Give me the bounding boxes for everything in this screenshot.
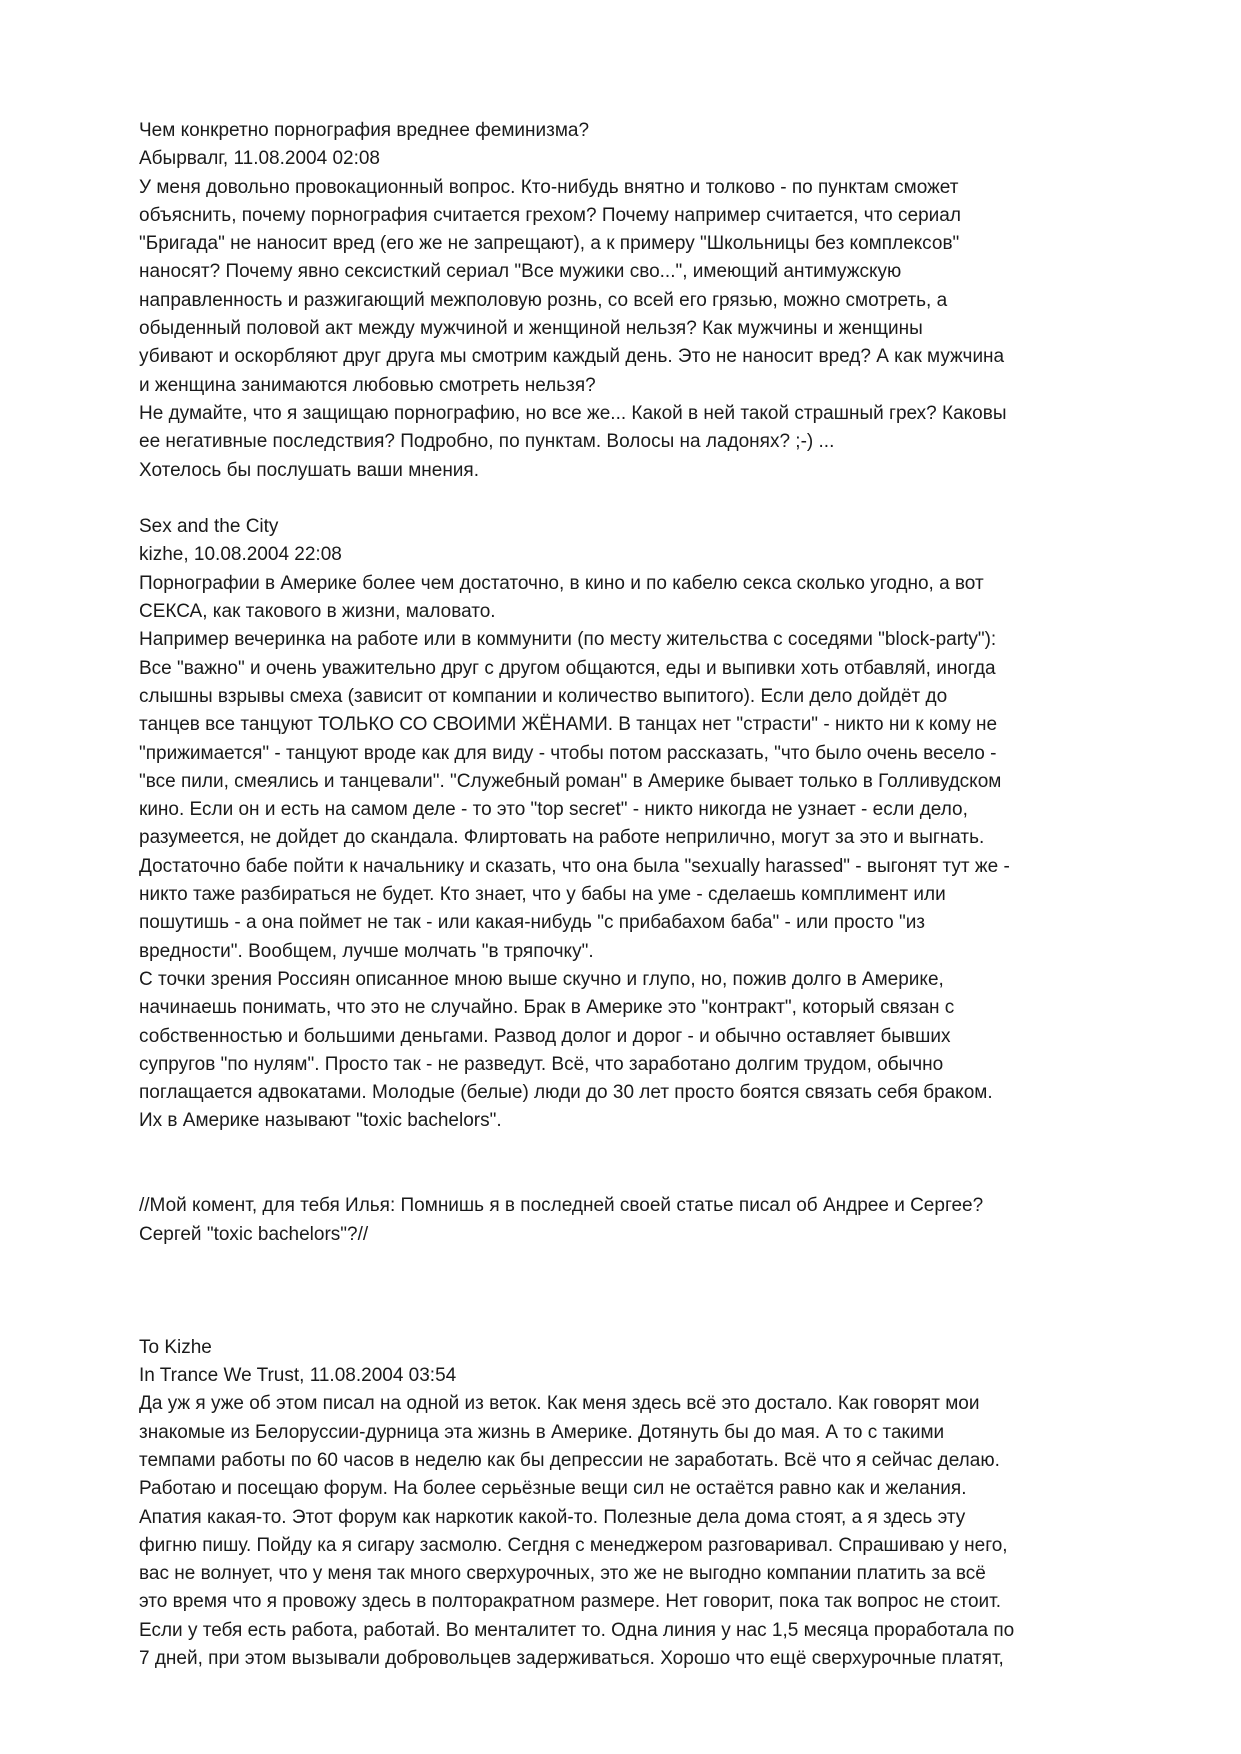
document-page <box>139 117 1109 1673</box>
post-line: "все пили, смеялись и танцевали". "Служебный роман" в Америке бывает только в Голливудском <box>139 770 1002 792</box>
post-line: обыденный половой акт между мужчиной и женщиной нельзя? Как мужчины и женщины <box>139 318 923 340</box>
post-line: 7 дней, при этом вызывали добровольцев задерживаться. Хорошо что ещё сверхурочные платят, <box>139 1648 1004 1670</box>
post-line: Достаточно бабе пойти к начальнику и сказать, что она была "sexually harassed" - выгонят тут же - <box>139 855 1010 877</box>
post-title: To Kizhe <box>139 1336 212 1358</box>
post-line: кино. Если он и есть на самом деле - то это "top secret" - никто никогда не узнает - если дело, <box>139 799 968 821</box>
post-line: убивают и оскорбляют друг друга мы смотрим каждый день. Это не наносит вред? А как мужчина <box>139 346 1005 368</box>
post-line: У меня довольно провокационный вопрос. Кто-нибудь внятно и толково - по пунктам сможет <box>139 176 959 198</box>
author-comment <box>139 1192 1109 1249</box>
post-title: Чем конкретно порнография вреднее феминизма? <box>139 120 590 141</box>
post-line: пошутишь - а она поймет не так - или какая-нибудь "с прибабахом баба" - или просто "из <box>139 912 926 934</box>
post-line: знакомые из Белоруссии-дурница эта жизнь в Америке. Дотянуть бы до мая. А то с такими <box>139 1421 945 1443</box>
paragraph-gap <box>139 485 1109 513</box>
post-line: это время что я провожу здесь в полторакратном размере. Нет говорит, пока так вопрос не стоит. <box>139 1591 1002 1613</box>
post-line: разумеется, не дойдет до скандала. Флиртовать на работе неприлично, могут за это и выгнать. <box>139 827 985 849</box>
forum-post-3 <box>139 1334 1109 1674</box>
post-line: никто таже разбираться не будет. Кто знает, что у бабы на уме - сделаешь комплимент или <box>139 884 946 906</box>
paragraph-gap <box>139 1249 1109 1277</box>
post-line: слышны взрывы смеха (зависит от компании и количество выпитого). Если дело дойдёт до <box>139 685 948 707</box>
post-line: поглащается адвокатами. Молодые (белые) люди до 30 лет просто боятся связать себя браком. <box>139 1082 993 1104</box>
post-line: Порнографии в Америке более чем достаточно, в кино и по кабелю секса сколько угодно, а вот <box>139 572 984 594</box>
post-line: вредности". Вообщем, лучше молчать "в тряпочку". <box>139 940 594 962</box>
paragraph-gap <box>139 1277 1109 1305</box>
post-line: вас не волнует, что у меня так много сверхурочных, это же не выгодно компании платить за всё <box>139 1563 986 1585</box>
paragraph-gap <box>139 1136 1109 1164</box>
forum-post-2 <box>139 513 1109 1136</box>
post-line: С точки зрения Россиян описанное мною выше скучно и глупо, но, пожив долго в Америке, <box>139 968 944 990</box>
post-line: "прижимается" - танцуют вроде как для виду - чтобы потом рассказать, "что было очень весело - <box>139 742 997 764</box>
post-title: Sex and the City <box>139 516 279 538</box>
post-line: Все "важно" и очень уважительно друг с другом общаются, еды и выпивки хоть отбавляй, иногда <box>139 657 996 679</box>
post-line: Работаю и посещаю форум. На более серьёзные вещи сил не остаётся равно как и желания. <box>139 1478 967 1500</box>
post-meta: kizhe, 10.08.2004 22:08 <box>139 544 342 566</box>
post-line: СЕКСА, как такового в жизни, маловато. <box>139 601 496 623</box>
post-line: и женщина занимаются любовью смотреть нельзя? <box>139 374 596 396</box>
post-line: собственностью и большими деньгами. Развод долог и дорог - и обычно оставляет бывших <box>139 1025 951 1047</box>
post-line: темпами работы по 60 часов в неделю как бы депрессии не заработать. Всё что я сейчас делаю. <box>139 1449 1000 1471</box>
post-line: ее негативные последствия? Подробно, по пунктам. Волосы на ладонях? ;-) ... <box>139 431 835 453</box>
post-line: Хотелось бы послушать ваши мнения. <box>139 459 479 481</box>
post-meta: Абырвалг, 11.08.2004 02:08 <box>139 148 380 170</box>
paragraph-gap <box>139 1164 1109 1192</box>
post-line: "Бригада" не наносит вред (его же не запрещают), а к примеру "Школьницы без комплексов" <box>139 233 960 255</box>
post-line: фигню пишу. Пойду ка я сигару засмолю. Сегдня с менеджером разговаривал. Спрашиваю у него, <box>139 1534 1008 1556</box>
post-line: Не думайте, что я защищаю порнографию, но все же... Какой в ней такой страшный грех? Каковы <box>139 402 1007 424</box>
post-line: наносят? Почему явно сексисткий сериал "Все мужики сво...", имеющий антимужскую <box>139 261 902 283</box>
comment-line: Сергей "toxic bachelors"?// <box>139 1223 369 1245</box>
post-meta: In Trance We Trust, 11.08.2004 03:54 <box>139 1365 457 1387</box>
post-line: Да уж я уже об этом писал на одной из веток. Как меня здесь всё это достало. Как говорят мои <box>139 1393 980 1415</box>
post-line: объяснить, почему порнография считается грехом? Почему например считается, что сериал <box>139 204 961 226</box>
comment-line: //Мой комент, для тебя Илья: Помнишь я в последней своей статье писал об Андрее и Сергее? <box>139 1195 984 1217</box>
post-line: Апатия какая-то. Этот форум как наркотик какой-то. Полезные дела дома стоят, а я здесь эту <box>139 1506 966 1528</box>
post-line: Если у тебя есть работа, работай. Во менталитет то. Одна линия у нас 1,5 месяца проработала по <box>139 1619 1015 1641</box>
post-line: Например вечеринка на работе или в коммунити (по месту жительства с соседями "block-party"): <box>139 629 997 651</box>
post-line: Их в Америке называют "toxic bachelors". <box>139 1110 502 1132</box>
paragraph-gap <box>139 1305 1109 1333</box>
post-line: супругов "по нулям". Просто так - не разведут. Всё, что заработано долгим трудом, обычно <box>139 1053 944 1075</box>
post-line: направленность и разжигающий межполовую рознь, со всей его грязью, можно смотреть, а <box>139 289 948 311</box>
post-line: танцев все танцуют ТОЛЬКО СО СВОИМИ ЖЁНАМИ. В танцах нет "страсти" - никто ни к кому не <box>139 714 998 736</box>
forum-post-1 <box>139 117 1109 485</box>
post-line: начинаешь понимать, что это не случайно. Брак в Америке это "контракт", который связан с <box>139 997 955 1019</box>
